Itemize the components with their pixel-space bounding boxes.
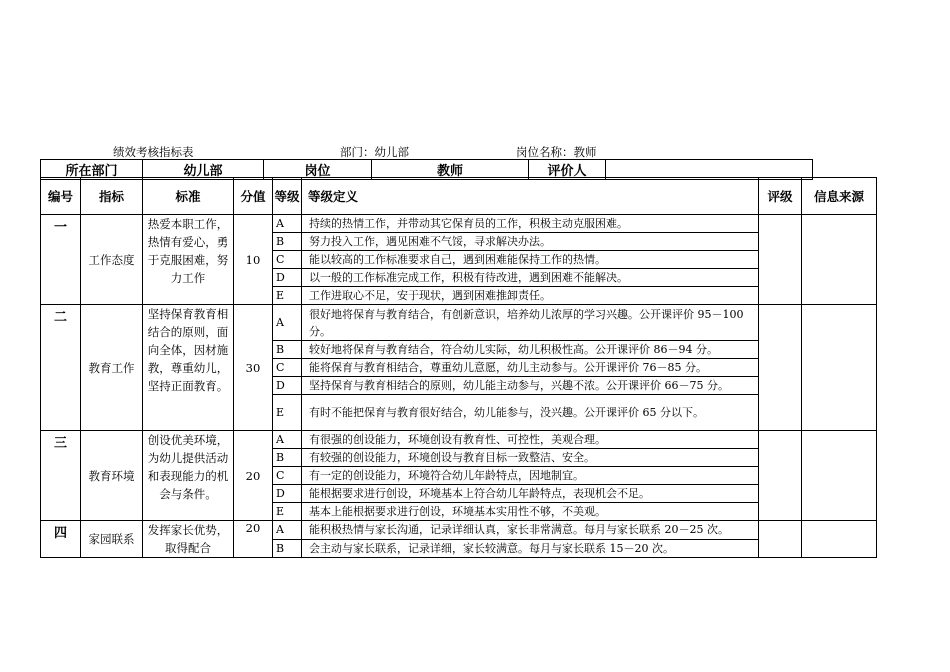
source-cell[interactable] <box>802 521 877 558</box>
section-number: 三 <box>41 431 81 521</box>
table-header-row <box>41 178 877 215</box>
col-header-rating: 评级 <box>759 178 802 215</box>
grade-definition: 基本上能根据要求进行创设，环境基本实用性不够，不美观。 <box>302 503 759 521</box>
source-cell[interactable] <box>802 215 877 305</box>
section-number: 四 <box>41 521 81 558</box>
form-title: 绩效考核指标表 <box>113 145 194 159</box>
rating-cell[interactable] <box>759 215 802 305</box>
grade-level: B <box>273 449 302 467</box>
grade-level: D <box>273 485 302 503</box>
grade-definition: 较好地将保育与教育结合，符合幼儿实际，幼儿积极性高。公开课评价 86－94 分。 <box>302 341 759 359</box>
grade-definition: 以一般的工作标准完成工作，积极有待改进，遇到困难不能解决。 <box>302 269 759 287</box>
col-header-grade: 等级 <box>273 178 302 215</box>
section-score: 20 <box>234 521 273 558</box>
section-standard: 热爱本职工作，热情有爱心，勇于克服困难，努力工作 <box>143 215 234 305</box>
section-standard: 创设优美环境，为幼儿提供活动和表现能力的机会与条件。 <box>143 431 234 521</box>
section-standard: 发挥家长优势，取得配合 <box>143 521 234 558</box>
grade-definition: 持续的热情工作，并带动其它保育员的工作，积极主动克服困难。 <box>302 215 759 233</box>
source-cell[interactable] <box>802 305 877 431</box>
assessment-table <box>40 177 877 558</box>
section-indicator: 教育环境 <box>81 431 143 521</box>
grade-definition: 有一定的创设能力，环境符合幼儿年龄特点，因地制宜。 <box>302 467 759 485</box>
info-post-label: 岗位 <box>264 160 372 180</box>
position-label: 岗位名称：教师 <box>516 145 597 159</box>
table-row <box>41 521 877 540</box>
table-row <box>41 305 877 341</box>
section-score: 10 <box>234 215 273 305</box>
grade-level: A <box>273 521 302 540</box>
grade-definition: 努力投入工作，遇见困难不气馁，寻求解决办法。 <box>302 233 759 251</box>
info-evaluator-label: 评价人 <box>529 160 606 180</box>
section-indicator: 工作态度 <box>81 215 143 305</box>
col-header-indicator: 指标 <box>81 178 143 215</box>
grade-definition: 能将保育与教育相结合，尊重幼儿意愿，幼儿主动参与。公开课评价 76－85 分。 <box>302 359 759 377</box>
grade-level: A <box>273 431 302 449</box>
grade-level: D <box>273 269 302 287</box>
grade-level: D <box>273 377 302 395</box>
grade-definition: 有很强的创设能力，环境创设有教育性、可控性，美观合理。 <box>302 431 759 449</box>
grade-level: B <box>273 539 302 558</box>
grade-definition: 能根据要求进行创设，环境基本上符合幼儿年龄特点，表现机会不足。 <box>302 485 759 503</box>
grade-level: E <box>273 287 302 305</box>
grade-level: B <box>273 233 302 251</box>
grade-level: C <box>273 467 302 485</box>
col-header-number: 编号 <box>41 178 81 215</box>
grade-definition: 有较强的创设能力，环境创设与教育目标一致整洁、安全。 <box>302 449 759 467</box>
info-post-value: 教师 <box>372 160 529 180</box>
grade-definition: 能以较高的工作标准要求自己，遇到困难能保持工作的热情。 <box>302 251 759 269</box>
grade-definition: 能积极热情与家长沟通，记录详细认真，家长非常满意。每月与家长联系 20－25 次。 <box>302 521 759 540</box>
section-indicator: 教育工作 <box>81 305 143 431</box>
grade-level: A <box>273 215 302 233</box>
grade-definition: 很好地将保育与教育结合，有创新意识，培养幼儿浓厚的学习兴趣。公开课评价 95－100 分。 <box>302 305 759 341</box>
table-row <box>41 215 877 233</box>
rating-cell[interactable] <box>759 431 802 521</box>
grade-level: C <box>273 251 302 269</box>
col-header-source: 信息来源 <box>802 178 877 215</box>
table-row <box>41 431 877 449</box>
grade-level: E <box>273 503 302 521</box>
grade-level: A <box>273 305 302 341</box>
col-header-standard: 标准 <box>143 178 234 215</box>
grade-level: B <box>273 341 302 359</box>
section-number: 二 <box>41 305 81 431</box>
col-header-grade-definition: 等级定义 <box>302 178 759 215</box>
grade-level: C <box>273 359 302 377</box>
department-label: 部门：幼儿部 <box>340 145 409 159</box>
grade-level: E <box>273 395 302 431</box>
info-dept-label: 所在部门 <box>41 160 143 180</box>
rating-cell[interactable] <box>759 521 802 558</box>
section-score: 30 <box>234 305 273 431</box>
grade-definition: 有时不能把保育与教育很好结合，幼儿能参与，没兴趣。公开课评价 65 分以下。 <box>302 395 759 431</box>
col-header-score: 分值 <box>234 178 273 215</box>
section-number: 一 <box>41 215 81 305</box>
grade-definition: 坚持保育与教育相结合的原则，幼儿能主动参与，兴趣不浓。公开课评价 66－75 分。 <box>302 377 759 395</box>
source-cell[interactable] <box>802 431 877 521</box>
section-standard: 坚持保育教育相结合的原则，面向全体，因材施教，尊重幼儿，坚持正面教育。 <box>143 305 234 431</box>
grade-definition: 会主动与家长联系，记录详细，家长较满意。每月与家长联系 15－20 次。 <box>302 539 759 558</box>
grade-definition: 工作进取心不足，安于现状，遇到困难推卸责任。 <box>302 287 759 305</box>
rating-cell[interactable] <box>759 305 802 431</box>
section-indicator: 家园联系 <box>81 521 143 558</box>
info-dept-value: 幼儿部 <box>143 160 264 180</box>
section-score: 20 <box>234 431 273 521</box>
